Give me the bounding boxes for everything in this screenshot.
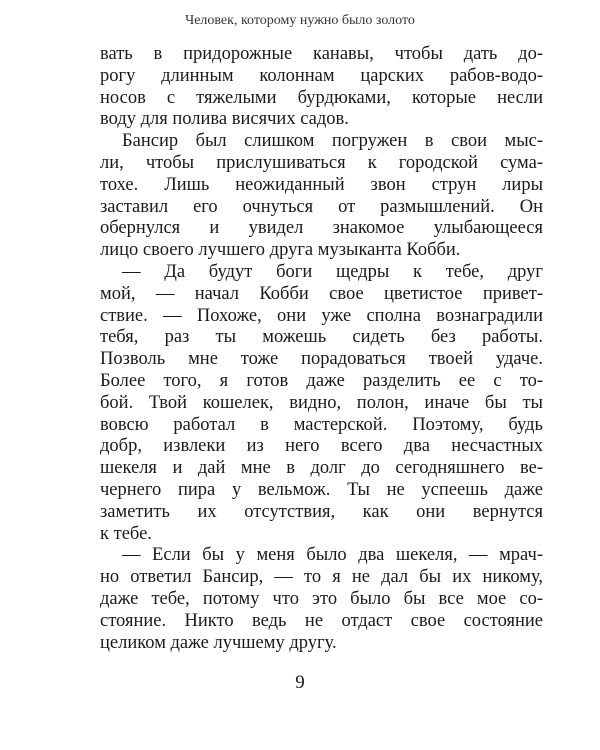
page-body-text — [100, 44, 543, 654]
text-line: — Если бы у меня было два шекеля, — мрач- — [122, 545, 543, 566]
text-line: рогу длинным колоннам царских рабов-водо- — [100, 65, 543, 86]
text-line: ли, чтобы прислушиваться к городской сума- — [100, 152, 543, 173]
text-line: вать в придорожные канавы, чтобы дать до- — [100, 44, 543, 64]
paragraph — [100, 545, 543, 654]
text-line: заметить их отсутствия, как они вернутся — [100, 501, 543, 522]
text-line: добр, извлеки из него всего два несчастных — [100, 436, 543, 457]
text-line: обернулся и увидел знакомое улыбающееся — [100, 218, 543, 239]
text-line: даже тебе, потому что это было бы все мое со- — [100, 588, 543, 609]
text-line: заставил его очнуться от размышлений. Он — [100, 196, 543, 217]
text-line: тохе. Лишь неожиданный звон струн лиры — [100, 174, 543, 195]
paragraph — [100, 131, 543, 262]
text-line: вовсю работал в мастерской. Поэтому, будь — [100, 414, 543, 435]
text-line: Бансир был слишком погружен в свои мыс- — [122, 131, 543, 152]
text-line: целиком даже лучшему другу. — [100, 632, 337, 653]
running-header: Человек, которому нужно было золото — [185, 13, 415, 28]
text-line: к тебе. — [100, 523, 152, 544]
text-line: бой. Твой кошелек, видно, полон, иначе бы ты — [100, 392, 543, 413]
text-line: Позволь мне тоже порадоваться твоей удаче. — [100, 349, 543, 370]
text-line: — Да будут боги щедры к тебе, друг — [122, 261, 543, 282]
text-line: воду для полива висячих садов. — [100, 109, 349, 130]
page-number: 9 — [295, 672, 305, 693]
text-line: ствие. — Похоже, они уже сполна вознаградили — [100, 305, 543, 326]
text-line: но ответил Бансир, — то я не дал бы их никому, — [100, 567, 543, 588]
text-line: лицо своего лучшего друга музыканта Кобби. — [100, 240, 461, 261]
text-line: Более того, я готов даже разделить ее с то- — [100, 370, 543, 391]
text-line: чернего пира у вельмож. Ты не успеешь даже — [100, 479, 543, 500]
text-line: носов с тяжелыми бурдюками, которые несли — [100, 87, 543, 108]
text-line: шекеля и дай мне в долг до сегодняшнего ве- — [100, 458, 543, 479]
paragraph — [100, 262, 543, 545]
paragraph — [100, 44, 543, 131]
text-line: стояние. Никто ведь не отдаст свое состояние — [100, 610, 543, 631]
text-line: мой, — начал Кобби свое цветистое привет- — [100, 283, 543, 304]
text-line: тебя, раз ты можешь сидеть без работы. — [100, 327, 543, 348]
